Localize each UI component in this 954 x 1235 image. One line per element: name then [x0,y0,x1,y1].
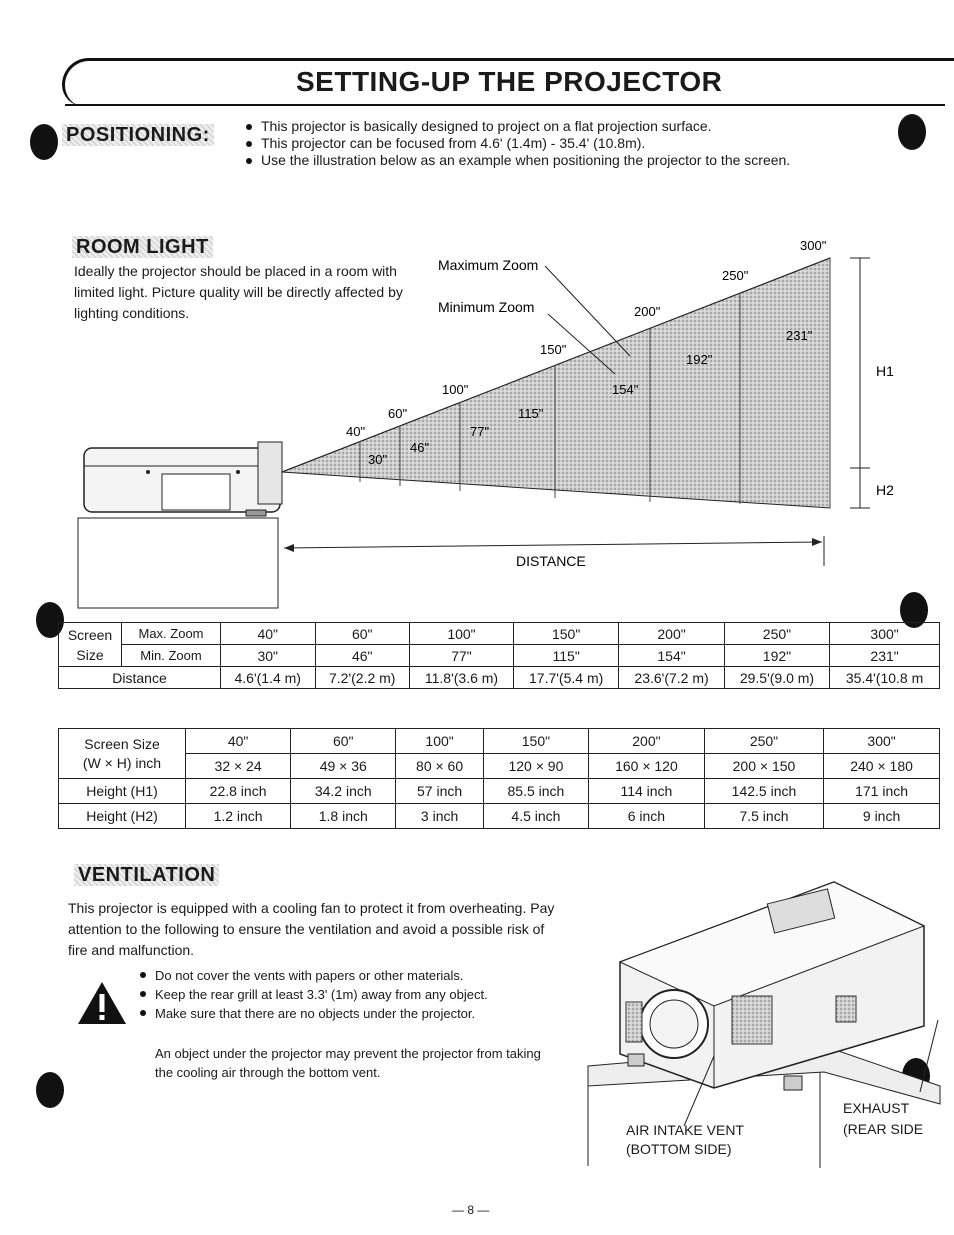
binder-hole-icon [30,124,58,160]
table-cell: 142.5 inch [704,779,823,804]
screen-size-table [58,622,940,689]
table-cell: 250" [704,729,823,754]
room-light-heading: ROOM LIGHT [72,236,213,259]
table-cell: 150" [513,623,618,645]
table-cell: 40" [221,623,316,645]
table-cell: 35.4'(10.8 m [830,667,940,689]
distance-header: Distance [59,667,221,689]
list-item: Use the illustration below as an example when positioning the projector to the screen. [246,152,896,169]
h1-header: Height (H1) [59,779,186,804]
min-size-label: 192" [686,352,713,367]
table-cell: 4.6'(1.4 m) [221,667,316,689]
min-size-label: 115" [518,406,544,421]
table-cell: 240 × 180 [824,754,940,779]
list-item: Make sure that there are no objects under the projector. [140,1004,558,1023]
ventilation-note: An object under the projector may prevent the projector from taking the cooling air through the bottom vent. [155,1046,541,1080]
table-cell: 40" [186,729,291,754]
min-size-label: 77" [470,424,490,439]
min-size-label: 30" [368,452,388,467]
min-size-label: 231" [786,328,813,343]
table-cell: 115" [513,645,618,667]
table-cell: 160 × 120 [589,754,705,779]
table-cell: 29.5'(9.0 m) [724,667,829,689]
table-cell: 6 inch [589,804,705,829]
table-cell: 60" [315,623,410,645]
table-cell: 60" [291,729,396,754]
table-cell: 80 × 60 [396,754,484,779]
distance-label: DISTANCE [516,553,586,569]
table-cell: 77" [410,645,514,667]
min-size-label: 46" [410,440,430,455]
max-zoom-header: Max. Zoom [122,623,221,645]
max-size-label: 150" [540,342,567,357]
table-cell: 300" [824,729,940,754]
h2-label: H2 [876,482,894,498]
table-cell: 49 × 36 [291,754,396,779]
max-size-label: 300" [800,238,827,253]
list-item: Do not cover the vents with papers or other materials. [140,966,558,985]
table-cell: 11.8'(3.6 m) [410,667,514,689]
table-cell: 30" [221,645,316,667]
h1-label: H1 [876,363,894,379]
table-cell: 85.5 inch [483,779,588,804]
min-size-label: 154" [612,382,639,397]
ventilation-heading: VENTILATION [74,864,219,887]
table-cell: 34.2 inch [291,779,396,804]
table-cell: 22.8 inch [186,779,291,804]
table-cell: 3 inch [396,804,484,829]
table-cell: 32 × 24 [186,754,291,779]
table-cell: 171 inch [824,779,940,804]
table-cell: 120 × 90 [483,754,588,779]
room-light-text: Ideally the projector should be placed in a room with limited light. Picture quality will be directly affected by lighting conditions. [74,263,403,321]
projection-diagram [70,236,894,616]
projector-illustration [78,442,282,608]
list-item: Keep the rear grill at least 3.3' (1m) away from any object. [140,985,558,1004]
projection-beam [282,258,830,508]
exhaust-label: EXHAUST (REAR SIDE [843,1100,924,1137]
table-cell: 100" [410,623,514,645]
binder-hole-icon [898,114,926,150]
positioning-bullets [246,118,896,169]
page-number: — 8 — [452,1203,490,1217]
air-intake-label: AIR INTAKE VENT (BOTTOM SIDE) [626,1122,744,1157]
page-title: SETTING-UP THE PROJECTOR [296,66,723,97]
ventilation-bullets [140,966,558,1023]
table-cell: 200 × 150 [704,754,823,779]
screen-size-header: Screen Size [59,623,122,667]
table-cell: 23.6'(7.2 m) [619,667,724,689]
max-zoom-label: Maximum Zoom [438,257,539,273]
table-cell: 7.5 inch [704,804,823,829]
binder-hole-icon [36,1072,64,1108]
list-item: This projector is basically designed to project on a flat projection surface. [246,118,896,135]
max-size-label: 200" [634,304,661,319]
table-cell: 250" [724,623,829,645]
table-cell: 1.8 inch [291,804,396,829]
h2-header: Height (H2) [59,804,186,829]
table-cell: 300" [830,623,940,645]
table-cell: 4.5 inch [483,804,588,829]
max-size-label: 100" [442,382,469,397]
table-cell: 17.7'(5.4 m) [513,667,618,689]
min-zoom-header: Min. Zoom [122,645,221,667]
max-size-label: 60" [388,406,408,421]
table-cell: 150" [483,729,588,754]
table-cell: 231" [830,645,940,667]
table-cell: 192" [724,645,829,667]
table-cell: 57 inch [396,779,484,804]
table-cell: 7.2'(2.2 m) [315,667,410,689]
table-cell: 1.2 inch [186,804,291,829]
table-cell: 200" [619,623,724,645]
table-cell: 46" [315,645,410,667]
screen-height-table [58,728,940,829]
ventilation-text: This projector is equipped with a cooling fan to protect it from overheating. Pay attention to the following to ensure the ventilation and avoid a possible risk of fire and malfunction. [68,900,555,958]
min-zoom-label: Minimum Zoom [438,299,535,315]
table-cell: 100" [396,729,484,754]
list-item: This projector can be focused from 4.6' (1.4m) - 35.4' (10.8m). [246,135,896,152]
screen-size-wh-header: Screen Size (W × H) inch [59,729,186,779]
table-cell: 200" [589,729,705,754]
max-size-label: 250" [722,268,749,283]
warning-icon [76,980,128,1026]
table-cell: 114 inch [589,779,705,804]
positioning-heading: POSITIONING: [62,124,214,147]
table-cell: 154" [619,645,724,667]
table-cell: 9 inch [824,804,940,829]
max-size-label: 40" [346,424,366,439]
